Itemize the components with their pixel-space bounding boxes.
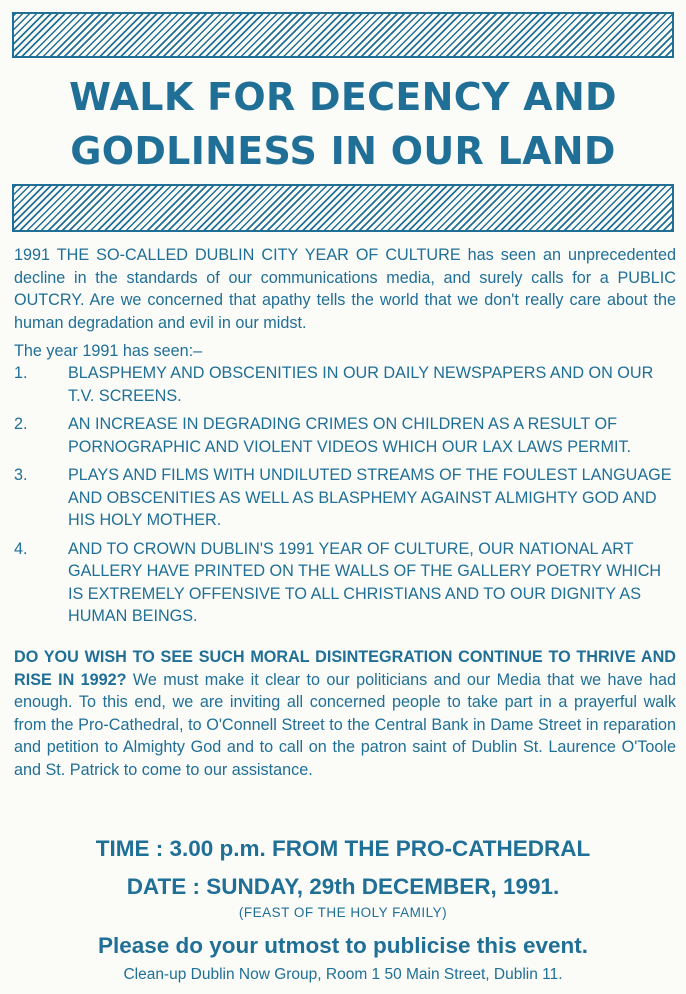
list-item-number: 4. [14,539,28,558]
list-item-text: AND TO CROWN DUBLIN'S 1991 YEAR OF CULTURE, OUR NATIONAL ART GALLERY HAVE PRINTED ON THE WALLS OF THE GALLERY POETRY WHICH IS EXTREMELY OFFENSIVE TO ALL CHRISTIANS AND TO OUR DIGNITY AS HUMAN BEINGS. [68,539,662,625]
headline-line-1: WALK FOR DECENCY AND [69,75,617,119]
call-question: DO YOU WISH TO SEE SUCH MORAL DISINTEGRATION CONTINUE TO THRIVE AND RISE IN 1992? [14,648,676,689]
headline-line-2: GODLINESS IN OUR LAND [70,129,616,173]
list-item [14,538,676,628]
list-item [14,413,676,458]
list-item-text: BLASPHEMY AND OBSCENITIES IN OUR DAILY NEWSPAPERS AND ON OUR T.V. SCREENS. [68,364,654,405]
event-time: TIME : 3.00 p.m. FROM THE PRO-CATHEDRAL [95,836,591,861]
call-body: We must make it clear to our politicians and our Media that we have had enough. To this end, we are inviting all concerned people to take part in a prayerful walk from the Pro-Cathedral, to O'Connell Street to the Central Bank in Dame Street in reparation and petition to Almighty God and to call on the patron saint of Dublin St. Laurence O'Toole and St. Patrick to come to our assistance. [14,670,676,779]
list-item-text: PLAYS AND FILMS WITH UNDILUTED STREAMS OF THE FOULEST LANGUAGE AND OBSCENITIES AS WELL AS BLASPHEMY AGAINST ALMIGHTY GOD AND HIS HOLY MOTHER. [68,466,672,529]
intro-paragraph: 1991 THE SO-CALLED DUBLIN CITY YEAR OF CULTURE has seen an unprecedented decline in the standards of our communications media, and surely calls for a PUBLIC OUTCRY. Are we concerned that apathy tells the world that we don't really care about the human degradation and evil in our midst. [14,246,676,332]
organiser-address: Clean-up Dublin Now Group, Room 1 50 Main Street, Dublin 11. [123,966,563,983]
call-to-action-paragraph [14,646,676,781]
grievance-list [14,362,676,634]
list-item-text: AN INCREASE IN DEGRADING CRIMES ON CHILDREN AS A RESULT OF PORNOGRAPHIC AND VIOLENT VIDEOS WHICH OUR LAX LAWS PERMIT. [68,415,632,456]
hatched-banner-bottom [12,184,674,232]
list-item-number: 1. [14,364,28,382]
hatched-banner-top [12,12,674,58]
year-seen-label: The year 1991 has seen:– [14,342,203,360]
publicise-appeal: Please do your utmost to publicise this event. [97,933,589,958]
list-item-number: 3. [14,466,28,484]
list-item [14,362,676,407]
list-item [14,464,676,532]
event-feast: (FEAST OF THE HOLY FAMILY) [238,905,448,920]
list-item-number: 2. [14,415,28,433]
event-date: DATE : SUNDAY, 29th DECEMBER, 1991. [126,874,560,899]
